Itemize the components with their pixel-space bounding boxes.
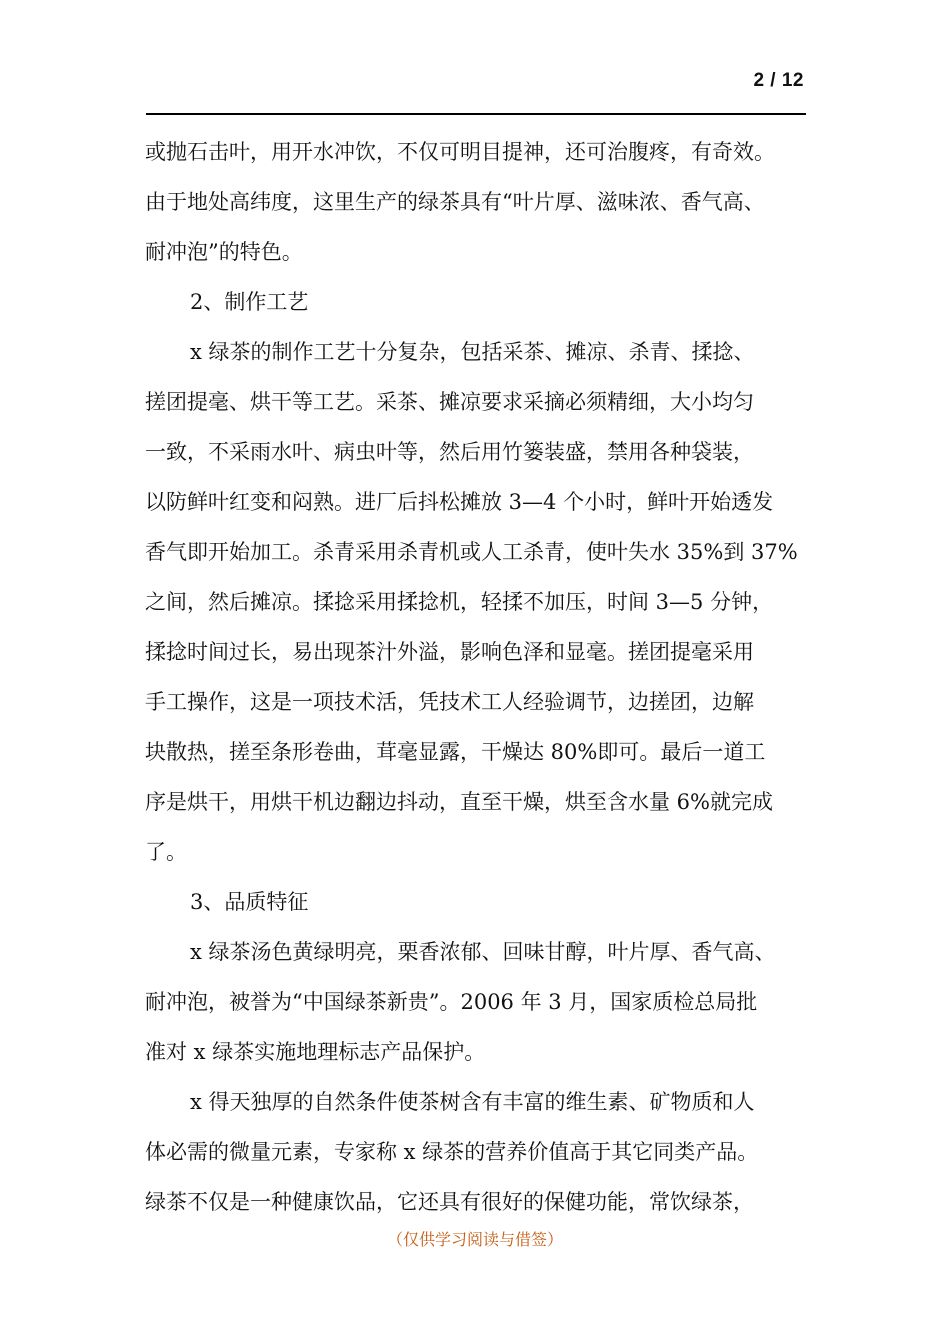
page-number: 2 / 12 [753, 70, 804, 91]
text-line: 耐冲泡”的特色。 [145, 240, 303, 264]
paragraph-start-line: x 得天独厚的自然条件使茶树含有丰富的维生素、矿物质和人 [190, 1090, 755, 1114]
text-line: 块散热，搓至条形卷曲，茸毫显露，干燥达 80%即可。最后一道工 [145, 740, 766, 764]
text-line: 或抛石击叶，用开水冲饮，不仅可明目提神，还可治腹疼，有奇效。 [145, 140, 775, 164]
text-line: 搓团提毫、烘干等工艺。采茶、摊凉要求采摘必须精细，大小均匀 [145, 390, 754, 414]
text-line: 体必需的微量元素，专家称 x 绿茶的营养价值高于其它同类产品。 [145, 1140, 759, 1164]
text-line: 耐冲泡，被誉为“中国绿茶新贵”。2006 年 3 月，国家质检总局批 [145, 990, 758, 1014]
footer-note: （仅供学习阅读与借签） [386, 1230, 563, 1249]
document-body [145, 127, 835, 1227]
paragraph-start-line: x 绿茶的制作工艺十分复杂，包括采茶、摊凉、杀青、揉捻、 [190, 340, 755, 364]
text-line: 揉捻时间过长，易出现茶汁外溢，影响色泽和显毫。搓团提毫采用 [145, 640, 754, 664]
text-line: 了。 [145, 840, 187, 864]
section-heading-quality: 3、品质特征 [190, 890, 309, 914]
paragraph-start-line: x 绿茶汤色黄绿明亮，栗香浓郁、回味甘醇，叶片厚、香气高、 [190, 940, 776, 964]
text-line: 香气即开始加工。杀青采用杀青机或人工杀青，使叶失水 35%到 37% [145, 540, 798, 564]
header-divider [146, 113, 806, 115]
text-line: 一致，不采雨水叶、病虫叶等，然后用竹篓装盛，禁用各种袋装， [145, 440, 754, 464]
text-line: 准对 x 绿茶实施地理标志产品保护。 [145, 1040, 486, 1064]
text-line: 由于地处高纬度，这里生产的绿茶具有“叶片厚、滋味浓、香气高、 [145, 190, 765, 214]
section-heading-production: 2、制作工艺 [190, 290, 309, 314]
text-line: 序是烘干，用烘干机边翻边抖动，直至干燥，烘至含水量 6%就完成 [145, 790, 773, 814]
text-line: 以防鲜叶红变和闷熟。进厂后抖松摊放 3—4 个小时，鲜叶开始透发 [145, 490, 774, 514]
text-line: 绿茶不仅是一种健康饮品，它还具有很好的保健功能，常饮绿茶， [145, 1190, 754, 1214]
text-line: 之间，然后摊凉。揉捻采用揉捻机，轻揉不加压，时间 3—5 分钟， [145, 590, 774, 614]
text-line: 手工操作，这是一项技术活，凭技术工人经验调节，边搓团，边解 [145, 690, 754, 714]
